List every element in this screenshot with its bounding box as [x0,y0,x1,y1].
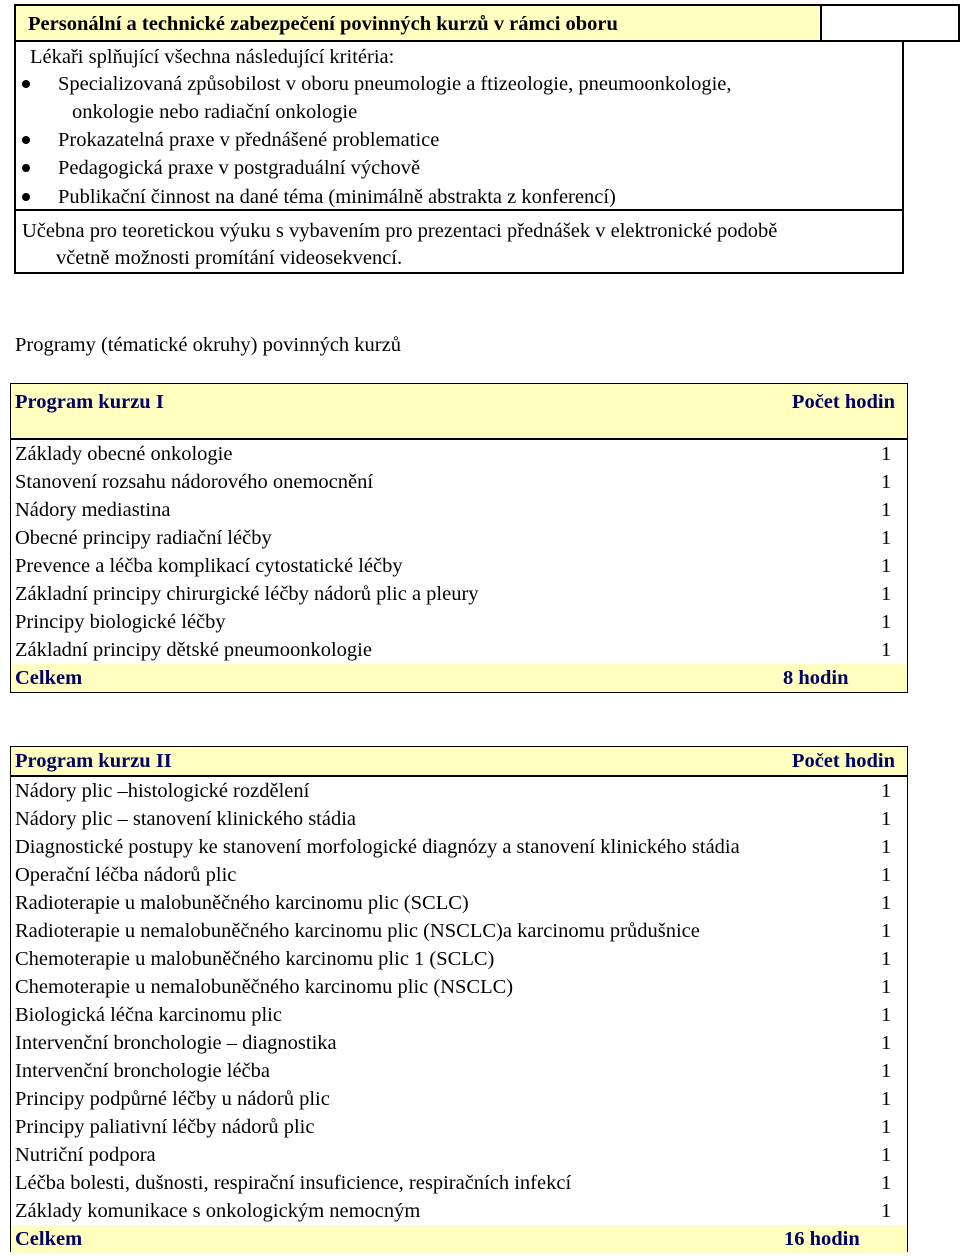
topic-hours: 1 [881,836,892,858]
table-row [11,861,907,889]
topic-name: Principy podpůrné léčby u nádorů plic [15,1088,330,1110]
topic-name: Základní principy chirurgické léčby nádorů plic a pleury [15,583,479,605]
table-row [11,973,907,1001]
table-row [11,552,907,580]
topic-hours: 1 [881,948,892,970]
criteria-text: Publikační činnost na dané téma (minimálně abstrakta z konferencí) [58,186,616,208]
topic-name: Základní principy dětské pneumoonkologie [15,639,372,661]
topic-hours: 1 [881,471,892,493]
criteria-text: Prokazatelná praxe v přednášené problematice [58,129,440,151]
topic-hours: 1 [881,611,892,633]
topic-name: Nutriční podpora [15,1144,156,1166]
topic-hours: 1 [881,499,892,521]
table-row [11,1057,907,1085]
table-row [11,1197,907,1225]
bullet-icon [22,193,30,201]
topic-name: Chemoterapie u malobuněčného karcinomu plic 1 (SCLC) [15,948,495,970]
topic-hours: 1 [881,639,892,661]
topic-hours: 1 [881,780,892,802]
topic-hours: 1 [881,1172,892,1194]
topic-hours: 1 [881,1200,892,1222]
equipment-text: Učebna pro teoretickou výuku s vybavením pro prezentaci přednášek v elektronické podobě [22,220,778,242]
course2-count-label: Počet hodin [791,750,895,772]
topic-hours: 1 [881,864,892,886]
topic-name: Chemoterapie u nemalobuněčného karcinomu plic (NSCLC) [15,976,514,998]
topic-hours: 1 [881,555,892,577]
course1-name: Program kurzu I [15,391,164,413]
topic-name: Principy paliativní léčby nádorů plic [15,1116,315,1138]
topic-hours: 1 [881,583,892,605]
table-row [11,440,907,468]
topic-name: Základy komunikace s onkologickým nemocným [15,1200,421,1222]
table-row [11,917,907,945]
topic-hours: 1 [881,443,892,465]
topic-hours: 1 [881,808,892,830]
programs-heading: Programy (tématické okruhy) povinných kurzů [15,334,401,356]
total-value: 16 hodin [784,1228,860,1250]
criteria-intro: Lékaři splňující všechna následující kritéria: [30,46,395,68]
equipment-text-continued: včetně možnosti promítání videosekvencí. [56,247,403,269]
table-row [11,1029,907,1057]
topic-name: Radioterapie u nemalobuněčného karcinomu plic (NSCLC)a karcinomu průdušnice [15,920,700,942]
course2-header [10,746,908,776]
topic-hours: 1 [881,1060,892,1082]
topic-hours: 1 [881,1116,892,1138]
table-row [11,889,907,917]
topic-hours: 1 [881,1032,892,1054]
total-label: Celkem [15,1228,83,1250]
table-row [11,636,907,664]
course1-header [10,383,908,439]
topic-name: Stanovení rozsahu nádorového onemocnění [15,471,374,493]
total-row [11,1225,907,1253]
criteria-text: Specializovaná způsobilost v oboru pneumologie a ftizeologie, pneumoonkologie, [58,73,732,95]
topic-name: Základy obecné onkologie [15,443,233,465]
table-row [11,1001,907,1029]
topic-name: Nádory mediastina [15,499,171,521]
topic-hours: 1 [881,527,892,549]
table-row [11,1169,907,1197]
criteria-text-continued: onkologie nebo radiační onkologie [72,101,358,123]
total-row [11,664,907,692]
table-row [11,1141,907,1169]
topic-name: Prevence a léčba komplikací cytostatické léčby [15,555,403,577]
total-value: 8 hodin [783,667,849,689]
bullet-icon [22,80,30,88]
topic-name: Obecné principy radiační léčby [15,527,272,549]
course1-count-label: Počet hodin [791,391,895,413]
table-row [11,608,907,636]
topic-hours: 1 [881,920,892,942]
topic-name: Biologická léčna karcinomu plic [15,1004,282,1026]
table-row [11,777,907,805]
topic-name: Nádory plic –histologické rozdělení [15,780,310,802]
topic-name: Radioterapie u malobuněčného karcinomu plic (SCLC) [15,892,469,914]
topic-hours: 1 [881,1088,892,1110]
topic-name: Intervenční bronchologie – diagnostika [15,1032,337,1054]
topic-name: Nádory plic – stanovení klinického stádia [15,808,357,830]
topic-name: Operační léčba nádorů plic [15,864,237,886]
table-row [11,496,907,524]
section-title: Personální a technické zabezpečení povinných kurzů v rámci oboru [14,4,822,42]
course2-name: Program kurzu II [15,750,172,772]
bullet-icon [22,136,30,144]
table-row [11,1113,907,1141]
course1-table [10,439,908,693]
topic-name: Principy biologické léčby [15,611,226,633]
topic-hours: 1 [881,1144,892,1166]
table-row [11,833,907,861]
topic-name: Léčba bolesti, dušnosti, respirační insuficience, respiračních infekcí [15,1172,572,1194]
total-label: Celkem [15,667,83,689]
topic-hours: 1 [881,976,892,998]
course2-table [10,776,908,1252]
section-divider [14,209,904,211]
table-row [11,805,907,833]
empty-corner-cell [820,4,960,42]
table-row [11,524,907,552]
topic-hours: 1 [881,892,892,914]
topic-name: Intervenční bronchologie léčba [15,1060,270,1082]
topic-hours: 1 [881,1004,892,1026]
table-row [11,468,907,496]
bullet-icon [22,164,30,172]
table-row [11,1085,907,1113]
topic-name: Diagnostické postupy ke stanovení morfologické diagnózy a stanovení klinického stádia [15,836,740,858]
table-row [11,580,907,608]
criteria-text: Pedagogická praxe v postgraduální výchově [58,157,421,179]
table-row [11,945,907,973]
